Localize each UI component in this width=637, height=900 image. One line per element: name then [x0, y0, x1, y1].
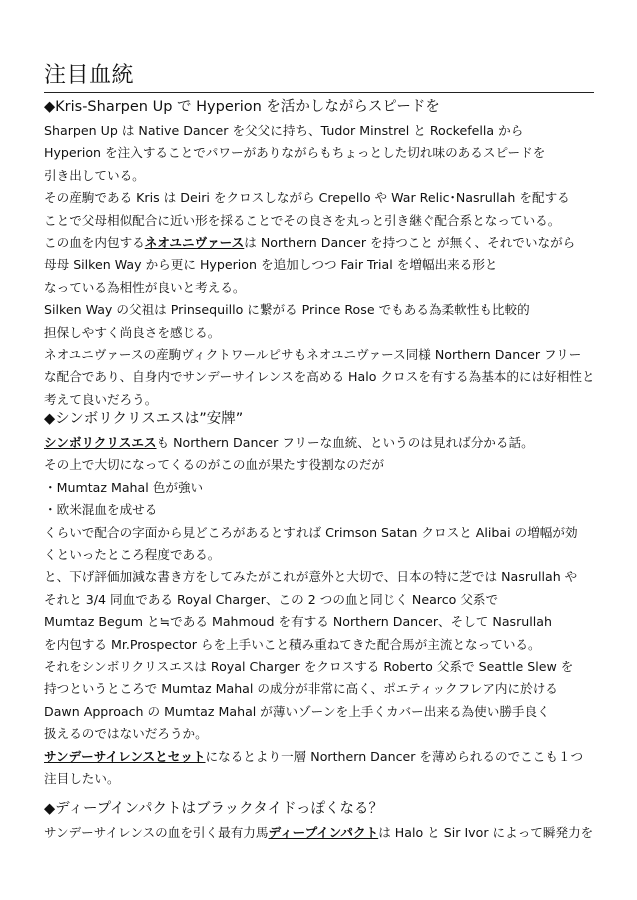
line-text: なっている為相性が良いと考える。 [44, 279, 246, 295]
line-text: Sharpen Up は Native Dancer を父父に持ち、Tudor Minstrel と Rockefella から [44, 123, 524, 138]
line-text: それと 3/4 同血である Royal Charger、この 2 つの血と同じく Nearco 父系で [44, 591, 499, 607]
paragraph-line [44, 213, 560, 229]
underlined-horse-name: サンデーサイレンスとセット [44, 748, 206, 764]
paragraph-line [44, 347, 581, 363]
underlined-horse-name: ディープインパクト [268, 825, 379, 840]
paragraph-line [44, 659, 573, 675]
line-text: 注目したい。 [44, 771, 120, 786]
paragraph-line [44, 190, 570, 206]
paragraph-line [44, 569, 577, 585]
paragraph-line [44, 704, 550, 720]
paragraph-line [44, 280, 246, 296]
line-text: と、下げ評価加減な書き方をしてみたがこれが意外と大切で、日本の特に芝では Nasrullah や [44, 569, 578, 585]
line-text: は Halo と Sir Ivor によって瞬発力を [378, 825, 594, 840]
line-text: Dawn Approach の Mumtaz Mahal が薄いゾーンを上手くカバー出来る為使い勝手良く [44, 703, 550, 719]
paragraph-line [44, 325, 220, 341]
paragraph-line [44, 547, 220, 563]
line-text: 母母 Silken Way から更に Hyperion を追加しつつ Fair Trial を増幅出来る形と [44, 257, 498, 273]
paragraph-line [44, 392, 157, 408]
section-heading: ◆Kris-Sharpen Up で Hyperion を活かしながらスピードを [44, 99, 440, 115]
underlined-horse-name: シンボリクリスエス [44, 435, 157, 450]
paragraph-line [44, 257, 498, 273]
paragraph-line [44, 681, 558, 697]
line-text: この血を内包する [44, 235, 145, 250]
line-text: も Northern Dancer フリーな血統、というのは見れば分かる話。 [156, 435, 534, 450]
paragraph-line [44, 168, 145, 184]
line-text: Mumtaz Begum と≒である Mahmoud を有する Northern Dancer、そして Nasrullah [44, 614, 552, 630]
line-text: 扱えるのではないだろうか。 [44, 726, 208, 742]
line-text: Hyperion を注入することでパワーがありながらもちょっとした切れ味のあるスピードを [44, 145, 546, 161]
line-text: くらいで配合の字面から見どころがあるとすれば Crimson Satan クロスと Alibai の増幅が効 [44, 524, 578, 540]
paragraph-line [44, 592, 498, 608]
line-text: 担保しやすく尚良さを感じる。 [44, 324, 221, 340]
paragraph-line [44, 457, 384, 473]
line-text: くといったところ程度である。 [44, 547, 221, 562]
section-heading: ◆シンボリクリスエスは”安牌” [44, 411, 244, 427]
section-heading: ◆ディープインパクトはブラックタイドっぽくなる？ [44, 801, 383, 817]
line-text: ネオユニヴァースの産駒ヴィクトワールピサもネオユニヴァース同様 Northern Dancer フリー [44, 347, 582, 362]
page-title: 注目血統 [44, 63, 135, 88]
paragraph-line [44, 145, 545, 161]
line-text: その産駒である Kris は Deiri をクロスしながら Crepello や War Relic･Nasrullah を配する [44, 190, 570, 206]
paragraph-line [44, 123, 523, 139]
line-text: を内包する Mr.Prospector らを上手いこと積み重ねてきた配合馬が主流となっている。 [44, 636, 541, 652]
underlined-horse-name: ネオユニヴァース [144, 235, 245, 250]
line-text: ・欧米混血を成せる [44, 502, 158, 518]
paragraph-line [44, 825, 593, 841]
paragraph-line [44, 235, 575, 251]
line-text: その上で大切になってくるのがこの血が果たす役割なのだが [44, 457, 385, 473]
line-text: ことで父母相似配合に近い形を採ることでその良さを丸っと引き継ぐ配合系となっている。 [44, 212, 561, 228]
paragraph-line [44, 749, 583, 765]
line-text: 持つというところで Mumtaz Mahal の成分が非常に高く、ポエティックフレア内に於ける [44, 681, 558, 697]
title-divider [44, 92, 594, 93]
paragraph-line [44, 302, 530, 318]
line-text: になるとより一層 Northern Dancer を薄められるのでここも１つ [205, 748, 584, 764]
paragraph-line [44, 435, 534, 451]
paragraph-line [44, 502, 157, 518]
paragraph-line [44, 726, 208, 742]
line-text: Silken Way の父祖は Prinsequillo に繋がる Prince Rose でもある為柔軟性も比較的 [44, 302, 530, 318]
paragraph-line [44, 771, 120, 787]
line-text: ・Mumtaz Mahal 色が強い [44, 479, 204, 495]
paragraph-line [44, 614, 552, 630]
line-text: な配合であり、自身内でサンデーサイレンスを高める Halo クロスを有する為基本的には好相性と [44, 369, 595, 385]
paragraph-line [44, 369, 595, 385]
line-text: は Northern Dancer を持つこと が無く、それでいながら [244, 235, 576, 250]
line-text: それをシンボリクリスエスは Royal Charger をクロスする Roberto 父系で Seattle Slew を [44, 659, 574, 674]
line-text: サンデーサイレンスの血を引く最有力馬 [44, 825, 269, 840]
paragraph-line [44, 480, 203, 496]
paragraph-line [44, 637, 541, 653]
paragraph-line [44, 525, 578, 541]
line-text: 引き出している。 [44, 167, 145, 183]
line-text: 考えて良いだろう。 [44, 391, 158, 407]
